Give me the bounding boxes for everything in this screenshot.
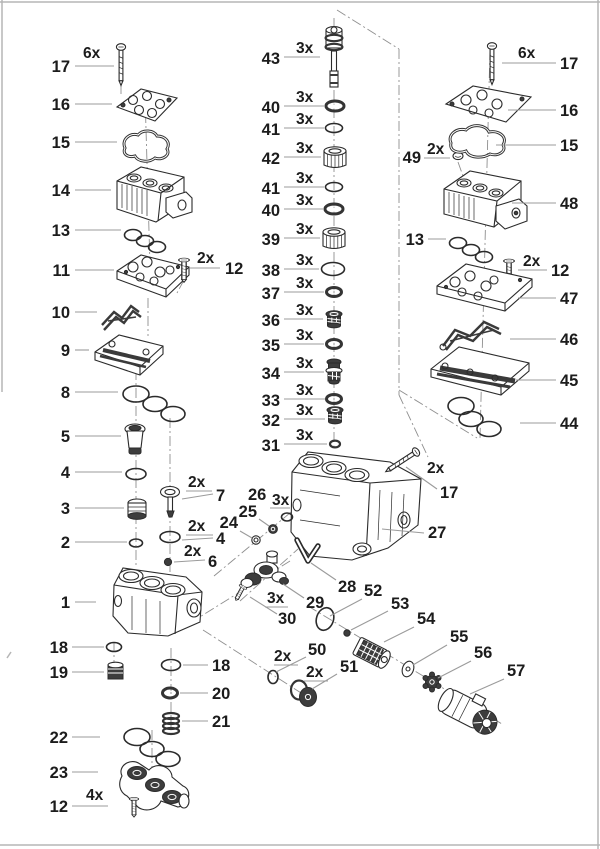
part-valve-plate-45 bbox=[431, 347, 529, 395]
part-retainer-clip-46 bbox=[440, 322, 501, 350]
part-manifold-block-14 bbox=[117, 167, 192, 222]
svg-text:35: 35 bbox=[261, 337, 280, 355]
callout-9 bbox=[61, 342, 89, 360]
svg-text:9: 9 bbox=[60, 342, 70, 360]
svg-text:17: 17 bbox=[560, 55, 579, 73]
callout-1 bbox=[61, 594, 96, 612]
svg-text:12: 12 bbox=[225, 260, 244, 278]
part-star-nut-56 bbox=[423, 672, 441, 692]
part-retainer-clip-10 bbox=[102, 306, 141, 330]
callout-12-bottom bbox=[50, 787, 108, 816]
callout-22 bbox=[50, 729, 100, 747]
svg-text:3x: 3x bbox=[296, 427, 314, 444]
svg-text:4: 4 bbox=[216, 530, 226, 548]
svg-text:2x: 2x bbox=[523, 253, 541, 270]
svg-text:21: 21 bbox=[212, 713, 231, 731]
svg-text:3x: 3x bbox=[296, 355, 314, 372]
callout-51 bbox=[304, 658, 358, 689]
part-thermal-valve-29 bbox=[241, 551, 289, 588]
callout-49 bbox=[403, 141, 450, 167]
part-gasket-15-right bbox=[450, 126, 504, 157]
svg-text:3x: 3x bbox=[296, 382, 314, 399]
part-screw-12-bottom bbox=[129, 797, 138, 817]
svg-text:2x: 2x bbox=[188, 474, 206, 491]
svg-text:6x: 6x bbox=[518, 45, 536, 62]
svg-text:3x: 3x bbox=[296, 111, 314, 128]
callout-57 bbox=[470, 662, 525, 694]
svg-text:3x: 3x bbox=[296, 221, 314, 238]
svg-text:12: 12 bbox=[551, 262, 570, 280]
part-pump-head-27 bbox=[291, 452, 421, 560]
callout-6 bbox=[174, 543, 217, 571]
part-piston-43 bbox=[326, 27, 343, 87]
svg-text:54: 54 bbox=[417, 610, 436, 628]
callout-8 bbox=[61, 384, 118, 402]
callout-46 bbox=[510, 331, 578, 349]
callout-15-left bbox=[52, 134, 117, 152]
part-manifold-block-48 bbox=[444, 171, 527, 229]
svg-text:14: 14 bbox=[51, 182, 70, 200]
svg-text:3: 3 bbox=[60, 500, 70, 518]
callout-30 bbox=[250, 590, 296, 628]
callout-13-left bbox=[52, 222, 121, 240]
svg-text:57: 57 bbox=[507, 662, 526, 680]
svg-text:56: 56 bbox=[474, 644, 493, 662]
part-oring-set-13-right bbox=[450, 238, 493, 263]
part-washer-50 bbox=[268, 671, 278, 684]
svg-text:3x: 3x bbox=[296, 302, 314, 319]
svg-text:48: 48 bbox=[560, 195, 579, 213]
svg-text:4x: 4x bbox=[86, 787, 104, 804]
callout-5 bbox=[61, 428, 121, 446]
callout-31 bbox=[262, 427, 327, 455]
svg-text:23: 23 bbox=[49, 764, 68, 782]
svg-text:2x: 2x bbox=[197, 250, 215, 267]
callout-33 bbox=[262, 382, 325, 410]
callout-28 bbox=[311, 563, 356, 596]
svg-text:3x: 3x bbox=[296, 402, 314, 419]
part-valve-5 bbox=[125, 424, 145, 454]
part-valve-36 bbox=[326, 311, 342, 328]
svg-text:7: 7 bbox=[216, 487, 226, 505]
part-plug-51 bbox=[291, 681, 317, 707]
svg-text:28: 28 bbox=[338, 578, 357, 596]
callout-39 bbox=[262, 221, 320, 249]
part-oring-set-44 bbox=[448, 398, 501, 437]
svg-text:3x: 3x bbox=[272, 492, 290, 509]
svg-text:8: 8 bbox=[60, 384, 70, 402]
svg-text:29: 29 bbox=[306, 594, 325, 612]
callout-11 bbox=[53, 262, 114, 280]
svg-text:26: 26 bbox=[248, 486, 267, 504]
svg-text:3x: 3x bbox=[296, 140, 314, 157]
callout-12-left bbox=[190, 250, 243, 278]
part-valve-32 bbox=[327, 407, 343, 424]
callout-16-left bbox=[52, 96, 112, 114]
part-cap-42 bbox=[324, 147, 346, 168]
part-screw-30 bbox=[232, 584, 247, 602]
part-plate-16-right bbox=[446, 86, 531, 122]
svg-text:20: 20 bbox=[212, 685, 231, 703]
svg-text:27: 27 bbox=[428, 524, 447, 542]
part-oring-set-8 bbox=[123, 386, 185, 422]
callout-3 bbox=[61, 500, 124, 518]
part-plate-16-left bbox=[117, 89, 177, 121]
page-tick-mark bbox=[7, 652, 11, 658]
svg-text:3x: 3x bbox=[296, 327, 314, 344]
svg-text:32: 32 bbox=[261, 412, 280, 430]
part-valve-plate-9 bbox=[95, 335, 163, 375]
part-cap-39 bbox=[323, 228, 345, 249]
part-nut-25 bbox=[269, 525, 278, 534]
svg-text:6: 6 bbox=[208, 553, 218, 571]
callout-29 bbox=[283, 584, 324, 612]
part-washer-31 bbox=[330, 441, 340, 448]
svg-text:25: 25 bbox=[238, 503, 257, 521]
svg-text:53: 53 bbox=[391, 595, 410, 613]
callout-56 bbox=[438, 644, 492, 678]
part-unloader-57 bbox=[435, 681, 506, 739]
svg-text:24: 24 bbox=[219, 514, 238, 532]
svg-text:3x: 3x bbox=[296, 40, 314, 57]
svg-text:4: 4 bbox=[60, 464, 70, 482]
svg-text:3x: 3x bbox=[296, 252, 314, 269]
part-filter-plug-19 bbox=[108, 662, 123, 679]
callout-4 bbox=[61, 464, 122, 482]
part-pump-body-1 bbox=[113, 568, 202, 636]
parts-artwork bbox=[95, 27, 532, 817]
svg-text:2x: 2x bbox=[188, 518, 206, 535]
callout-17-left bbox=[52, 45, 114, 76]
svg-text:40: 40 bbox=[261, 99, 280, 117]
callout-34 bbox=[262, 355, 324, 383]
svg-text:39: 39 bbox=[261, 231, 280, 249]
svg-text:3x: 3x bbox=[296, 275, 314, 292]
svg-text:2x: 2x bbox=[184, 543, 202, 560]
part-screw-17-left bbox=[116, 44, 125, 86]
part-oring-40a bbox=[326, 101, 344, 111]
svg-text:42: 42 bbox=[261, 150, 280, 168]
svg-text:40: 40 bbox=[261, 202, 280, 220]
part-manifold-23 bbox=[120, 762, 189, 810]
callout-54 bbox=[384, 610, 436, 642]
svg-text:3x: 3x bbox=[267, 590, 285, 607]
part-valve-plate-47 bbox=[437, 264, 532, 311]
svg-text:51: 51 bbox=[340, 658, 359, 676]
callout-18a bbox=[50, 639, 104, 657]
svg-text:47: 47 bbox=[560, 290, 579, 308]
part-oring-set-13-left bbox=[125, 230, 166, 253]
callout-55 bbox=[413, 628, 468, 665]
svg-text:11: 11 bbox=[52, 262, 70, 280]
svg-text:34: 34 bbox=[261, 365, 280, 383]
callout-36 bbox=[262, 302, 323, 330]
callout-14 bbox=[52, 182, 111, 200]
callout-47 bbox=[518, 290, 578, 308]
part-plug-24 bbox=[252, 536, 260, 544]
part-valve-34 bbox=[326, 359, 342, 384]
svg-text:30: 30 bbox=[278, 610, 297, 628]
part-seal-20 bbox=[163, 688, 178, 698]
callout-20 bbox=[180, 685, 230, 703]
callout-17-right bbox=[502, 45, 578, 73]
svg-text:5: 5 bbox=[60, 428, 70, 446]
callout-7 bbox=[182, 474, 225, 505]
svg-text:3x: 3x bbox=[296, 170, 314, 187]
part-screw-17-right bbox=[487, 43, 496, 85]
callout-2 bbox=[61, 534, 127, 552]
svg-text:17: 17 bbox=[51, 58, 70, 76]
svg-text:50: 50 bbox=[308, 641, 327, 659]
svg-text:1: 1 bbox=[60, 594, 70, 612]
part-filter-54 bbox=[352, 637, 392, 670]
part-ball-53 bbox=[344, 630, 350, 636]
svg-text:18: 18 bbox=[212, 657, 231, 675]
part-washer-55 bbox=[400, 660, 416, 679]
callout-21 bbox=[182, 713, 230, 731]
svg-text:22: 22 bbox=[49, 729, 68, 747]
part-nut-6 bbox=[164, 558, 171, 565]
part-valve-plate-11 bbox=[117, 255, 189, 297]
svg-text:45: 45 bbox=[560, 372, 579, 390]
callout-44 bbox=[520, 415, 579, 433]
svg-text:2: 2 bbox=[60, 534, 70, 552]
svg-text:13: 13 bbox=[405, 231, 424, 249]
callout-13-right bbox=[406, 231, 446, 249]
part-oring-38 bbox=[322, 263, 345, 276]
svg-text:2x: 2x bbox=[427, 141, 445, 158]
svg-text:19: 19 bbox=[49, 664, 68, 682]
svg-text:16: 16 bbox=[51, 96, 70, 114]
svg-text:33: 33 bbox=[261, 392, 280, 410]
svg-text:3x: 3x bbox=[296, 192, 314, 209]
callout-10 bbox=[52, 304, 97, 322]
part-piston-stack-3 bbox=[128, 499, 146, 519]
svg-text:44: 44 bbox=[560, 415, 579, 433]
svg-text:18: 18 bbox=[49, 639, 68, 657]
svg-text:17: 17 bbox=[440, 484, 459, 502]
callout-35 bbox=[262, 327, 324, 355]
svg-text:10: 10 bbox=[51, 304, 70, 322]
svg-text:2x: 2x bbox=[306, 664, 324, 681]
callout-18b bbox=[183, 657, 230, 675]
svg-text:3x: 3x bbox=[296, 89, 314, 106]
svg-text:37: 37 bbox=[261, 285, 280, 303]
svg-text:38: 38 bbox=[261, 262, 280, 280]
svg-text:16: 16 bbox=[560, 102, 579, 120]
svg-text:49: 49 bbox=[402, 149, 421, 167]
callout-12-right bbox=[518, 253, 569, 280]
svg-text:2x: 2x bbox=[274, 648, 292, 665]
callout-42 bbox=[262, 140, 321, 168]
svg-text:41: 41 bbox=[261, 121, 280, 139]
svg-text:6x: 6x bbox=[83, 45, 101, 62]
svg-text:52: 52 bbox=[364, 582, 383, 600]
svg-text:31: 31 bbox=[261, 437, 280, 455]
svg-text:55: 55 bbox=[450, 628, 469, 646]
svg-text:41: 41 bbox=[261, 180, 280, 198]
svg-text:43: 43 bbox=[261, 50, 280, 68]
callout-23 bbox=[50, 764, 98, 782]
svg-text:13: 13 bbox=[51, 222, 70, 240]
svg-text:12: 12 bbox=[49, 798, 68, 816]
part-valve-7 bbox=[161, 487, 180, 518]
callout-43 bbox=[262, 40, 320, 68]
callout-19 bbox=[50, 664, 104, 682]
callout-41b bbox=[262, 170, 324, 198]
callout-25 bbox=[239, 503, 269, 526]
svg-text:36: 36 bbox=[261, 312, 280, 330]
svg-text:2x: 2x bbox=[427, 460, 445, 477]
svg-text:46: 46 bbox=[560, 331, 579, 349]
svg-text:15: 15 bbox=[560, 137, 579, 155]
callout-15-right bbox=[496, 137, 578, 155]
callout-40a bbox=[262, 89, 324, 117]
svg-text:15: 15 bbox=[51, 134, 70, 152]
part-oring-40b bbox=[325, 204, 343, 214]
